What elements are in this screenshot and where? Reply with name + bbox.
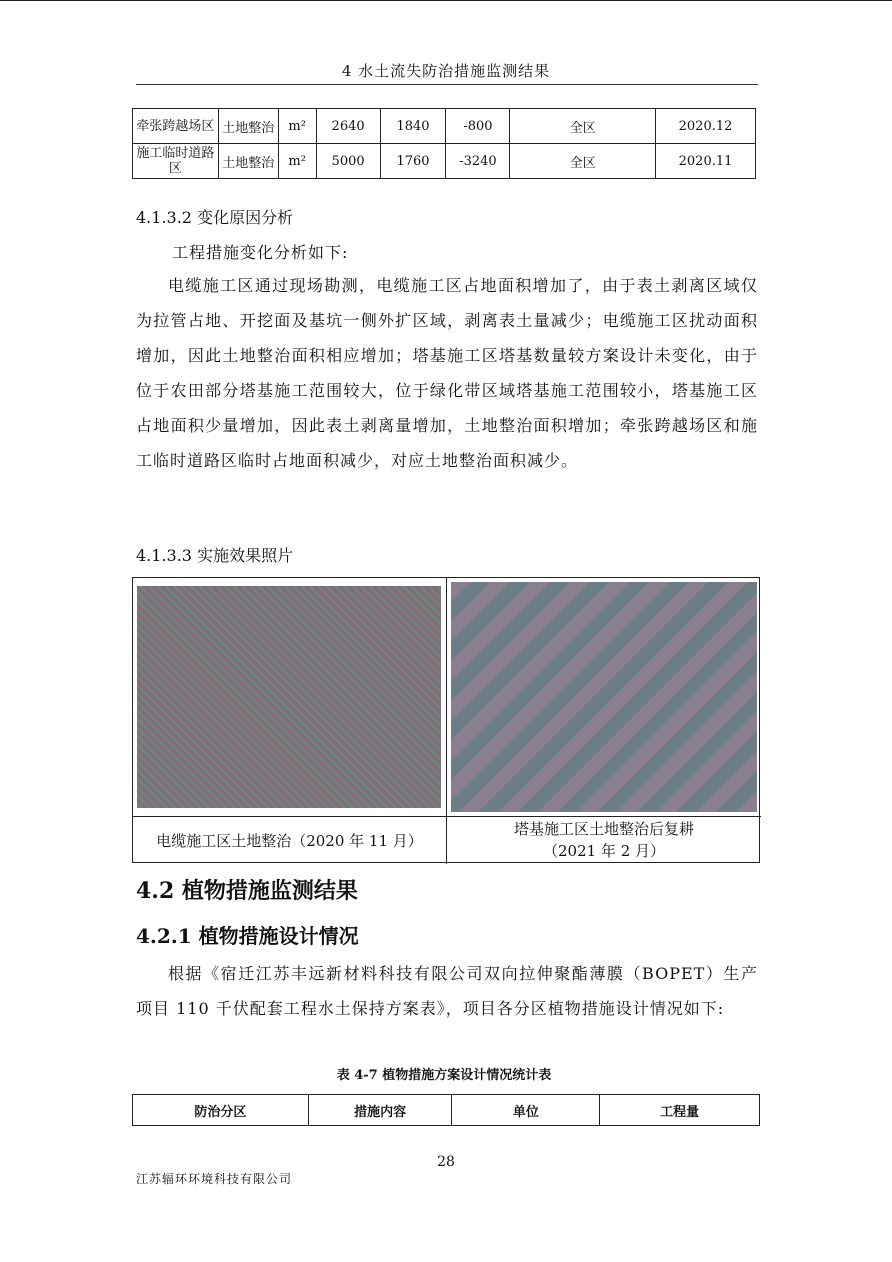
table-header-cell: 单位 (452, 1095, 600, 1126)
table-cell: -3240 (446, 144, 510, 179)
table-cell: -800 (446, 109, 510, 144)
table-header-cell: 措施内容 (308, 1095, 452, 1126)
photo-caption-right-line1: 塔基施工区土地整治后复耕 (513, 820, 694, 838)
table-cell: m² (278, 109, 316, 144)
section-heading-42: 4.2 植物措施监测结果 (136, 878, 358, 904)
table-cell: 2020.11 (656, 144, 756, 179)
photo-divider-horizontal (133, 816, 761, 817)
table-cell: 全区 (510, 109, 656, 144)
table-cell: 土地整治 (218, 144, 278, 179)
table-cell: 1840 (380, 109, 446, 144)
table-cell: 2020.12 (656, 109, 756, 144)
table-cell: 土地整治 (218, 109, 278, 144)
table-cell: 牵张跨越场区 (133, 109, 219, 144)
plant-measures-paragraph: 根据《宿迁江苏丰远新材料科技有限公司双向拉伸聚酯薄膜（BOPET）生产项目 110 千伏配套工程水土保持方案表》，项目各分区植物措施设计情况如下: (136, 964, 758, 1018)
photo-caption-right-line2: （2021 年 2 月） (542, 842, 666, 860)
section-heading-4132: 4.1.3.2 变化原因分析 (136, 208, 294, 227)
table-cell: 2640 (316, 109, 380, 144)
photo-caption-left: 电缆施工区土地整治（2020 年 11 月） (156, 832, 423, 850)
table-header-cell: 工程量 (600, 1095, 760, 1126)
footer-company: 江苏辐环环境科技有限公司 (136, 1172, 293, 1186)
table-header-cell: 防治分区 (133, 1095, 309, 1126)
page-top-border (0, 0, 892, 1)
measures-table-continued (132, 108, 756, 179)
table-cell: 施工临时道路区 (133, 144, 219, 179)
table-header-row (133, 1095, 760, 1126)
table-row (133, 109, 756, 144)
photo-cable-area-land-leveling (137, 586, 441, 808)
section-heading-4133: 4.1.3.3 实施效果照片 (136, 546, 294, 565)
section-heading-421: 4.2.1 植物措施设计情况 (136, 924, 359, 948)
change-reason-paragraph: 电缆施工区通过现场勘测，电缆施工区占地面积增加了，由于表土剥离区域仅为拉管占地、开挖面及基坑一侧外扩区域，剥离表土量减少；电缆施工区扰动面积增加，因此土地整治面积相应增加；塔基施工区塔基数量较方案设计未变化，由于位于农田部分塔基施工范围较大，位于绿化带区域塔基施工范围较小，塔基施工区占地面积少量增加，因此表土剥离量增加，土地整治面积增加；牵张跨越场区和施工临时道路区临时占地面积减少，对应土地整治面积减少。 (136, 276, 758, 470)
photo-caption-right (447, 818, 761, 862)
photo-tower-area-recultivation (451, 582, 757, 812)
table-cell: 1760 (380, 144, 446, 179)
table-row (133, 144, 756, 179)
table-cell: m² (278, 144, 316, 179)
plant-measures-table (132, 1094, 760, 1126)
page-number: 28 (437, 1154, 455, 1170)
table-cell: 5000 (316, 144, 380, 179)
photo-table (132, 577, 760, 863)
header-rule (136, 84, 758, 85)
section-intro: 工程措施变化分析如下: (172, 243, 349, 262)
page-header-title: 4 水土流失防治措施监测结果 (341, 62, 551, 80)
table-cell: 全区 (510, 144, 656, 179)
table-caption: 表 4-7 植物措施方案设计情况统计表 (336, 1068, 552, 1083)
